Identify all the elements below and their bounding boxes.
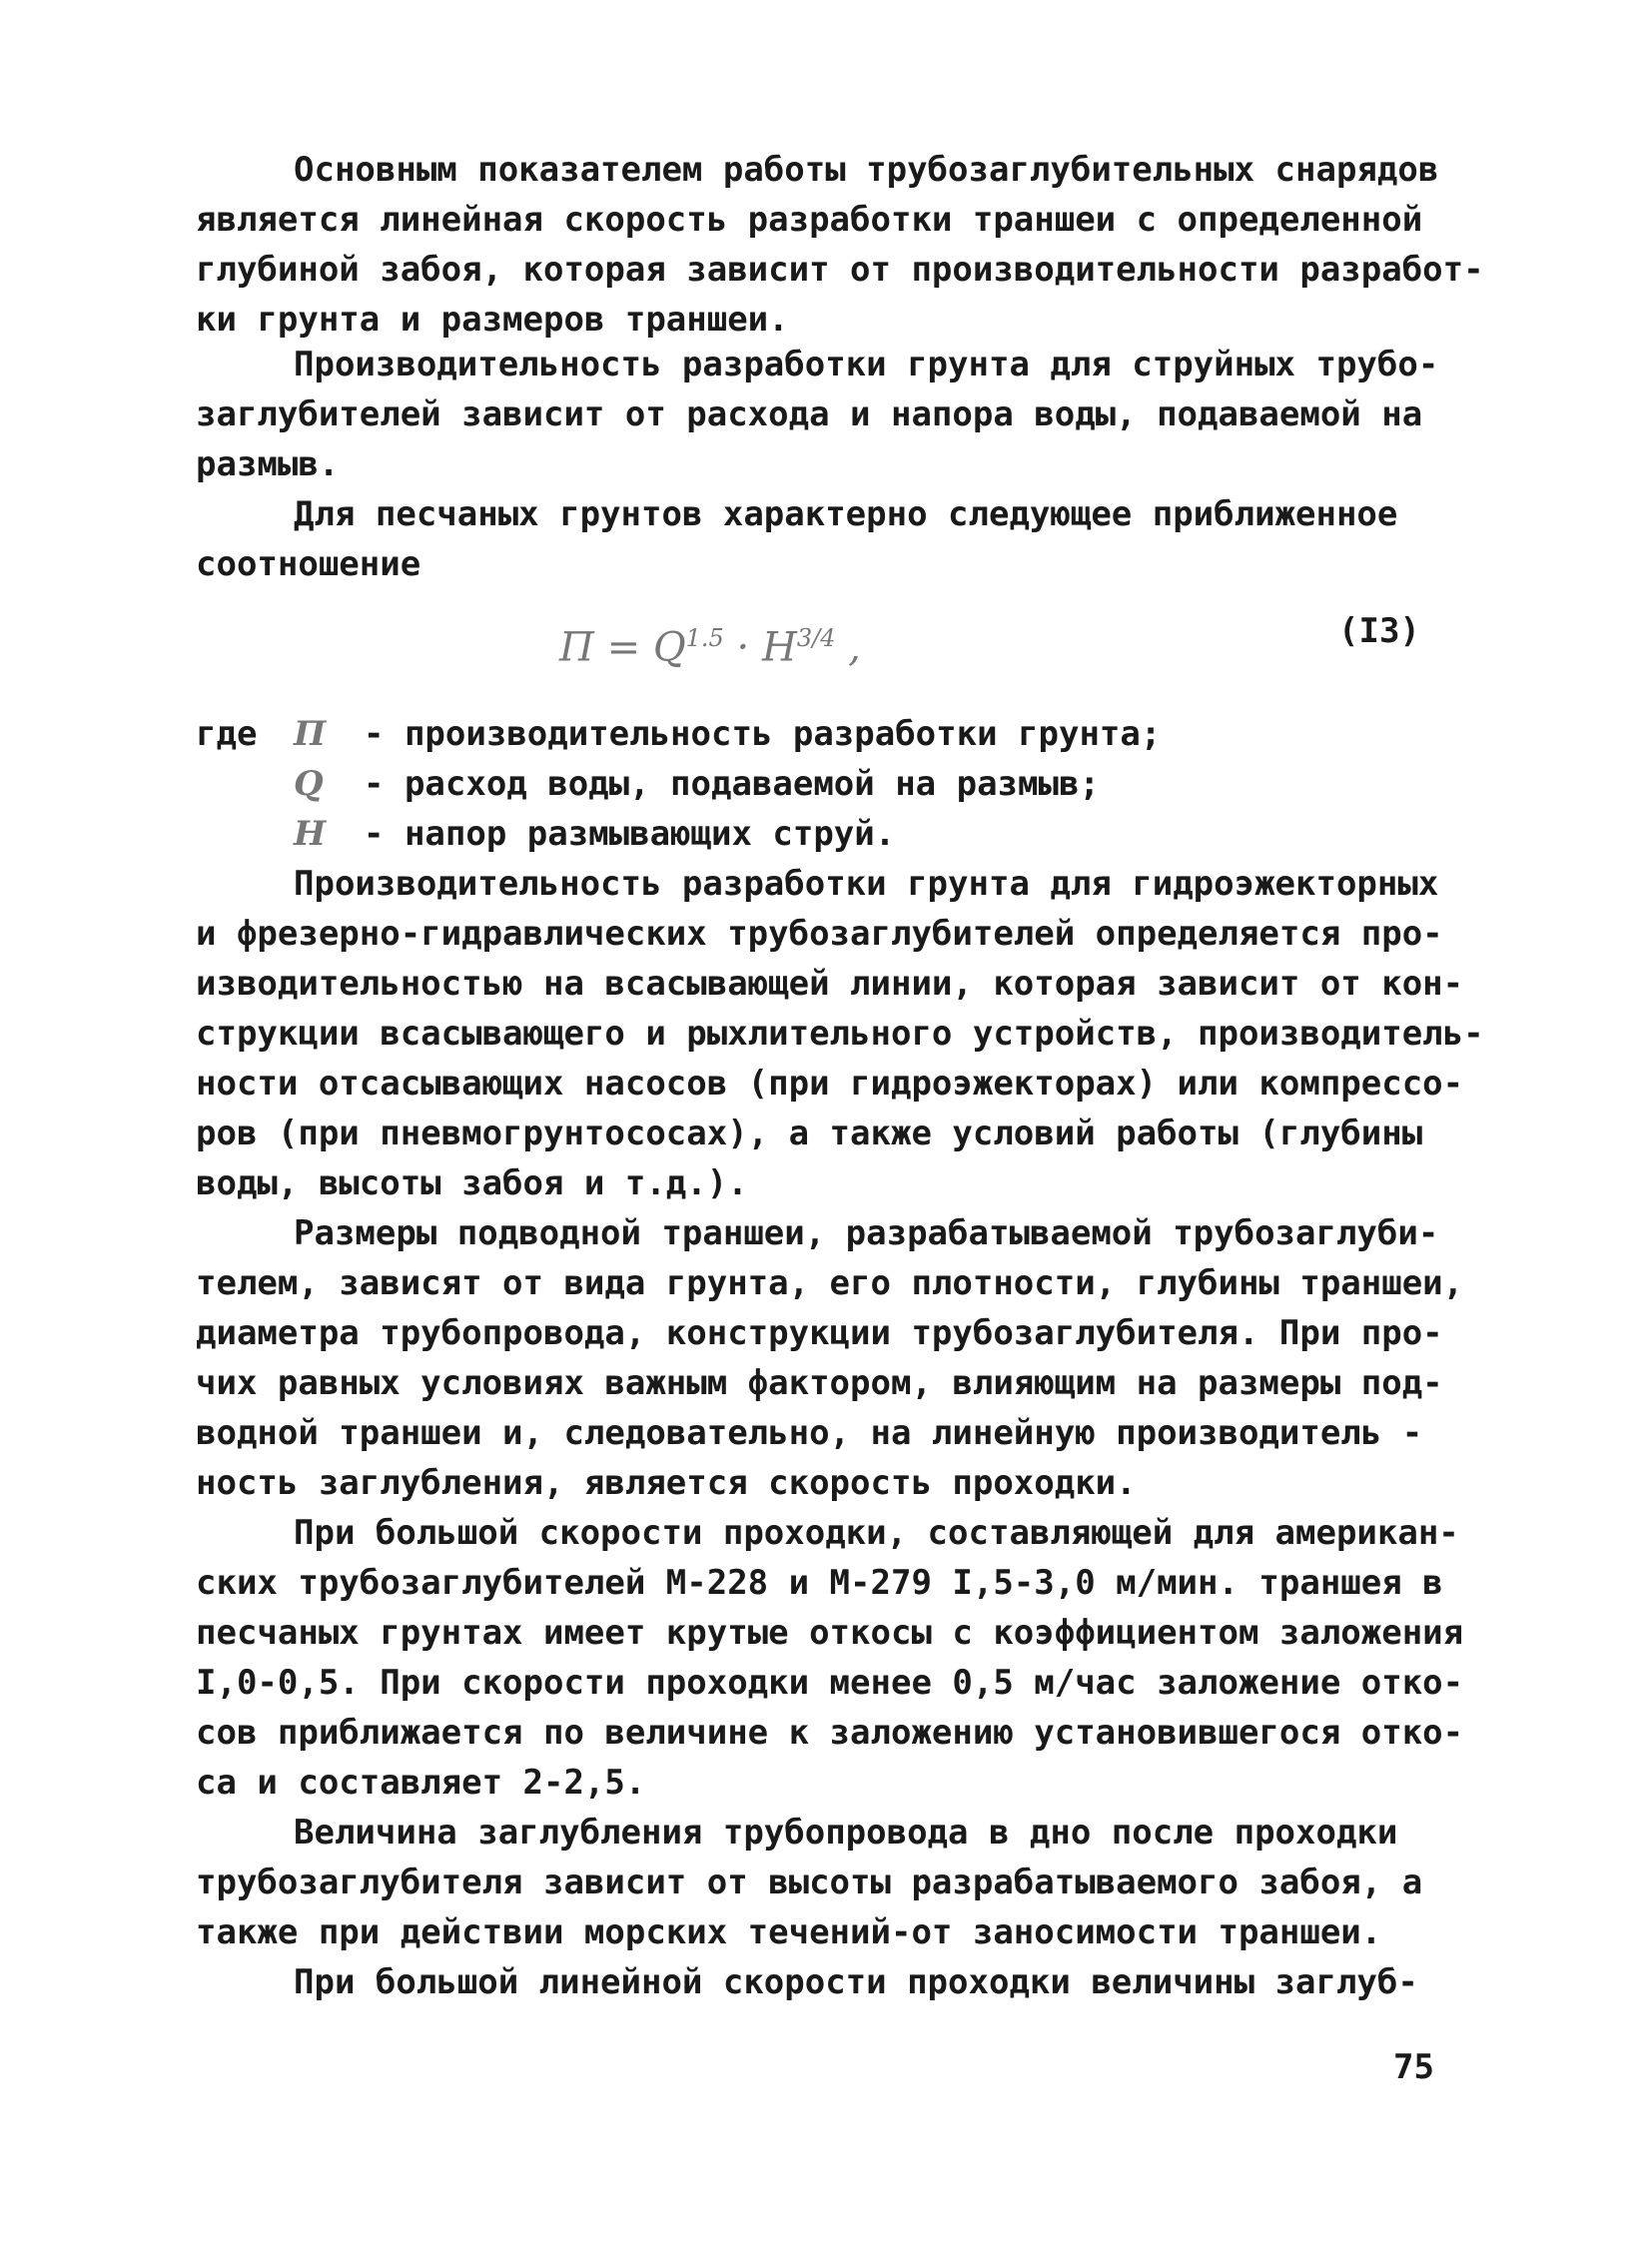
- definition-symbol: H: [294, 814, 327, 854]
- text-line: глубиной забоя, которая зависит от производительности разработ-: [196, 250, 1484, 290]
- text-line: ности отсасывающих насосов (при гидроэжекторах) или компрессо-: [196, 1064, 1464, 1104]
- definition-symbol: П: [294, 714, 327, 754]
- formula-exponent: 1.5: [685, 624, 724, 652]
- text-line: песчаных грунтах имеет крутые откосы с коэффициентом заложения: [196, 1613, 1464, 1653]
- formula-exponent: 3/4: [796, 624, 836, 652]
- definition-text: - производительность разработки грунта;: [364, 714, 1162, 754]
- text-line: является линейная скорость разработки траншеи с определенной: [196, 200, 1423, 240]
- formula-text: · H: [723, 624, 797, 671]
- text-line: трубозаглубителя зависит от высоты разрабатываемого забоя, а: [196, 1863, 1423, 1902]
- text-line: заглубителей зависит от расхода и напора воды, подаваемой на: [196, 394, 1423, 434]
- text-line: струкции всасывающего и рыхлительного устройств, производитель-: [196, 1014, 1484, 1054]
- page-number: 75: [1393, 2047, 1434, 2087]
- text-line: размыв.: [196, 444, 340, 484]
- text-line: Величина заглубления трубопровода в дно после проходки: [294, 1813, 1398, 1853]
- formula-number: (I3): [1338, 611, 1420, 651]
- text-line: соотношение: [196, 544, 421, 584]
- definition-line: [196, 714, 1161, 754]
- text-line: чих равных условиях важным фактором, влияющим на размеры под-: [196, 1363, 1443, 1403]
- text-line: I,0-0,5. При скорости проходки менее 0,5 м/час заложение отко-: [196, 1663, 1464, 1703]
- formula: [559, 624, 861, 670]
- text-line: При большой линейной скорости проходки величины заглуб-: [294, 1962, 1418, 2002]
- text-line: ских трубозаглубителей М-228 и М-279 I,5-3,0 м/мин. траншея в: [196, 1563, 1443, 1603]
- text-line: водной траншеи и, следовательно, на линейную производитель -: [196, 1413, 1423, 1453]
- text-line: диаметра трубопровода, конструкции трубозаглубителя. При про-: [196, 1313, 1443, 1353]
- text-line: сов приближается по величине к заложению установившегося отко-: [196, 1713, 1464, 1753]
- definition-text: - расход воды, подаваемой на размыв;: [364, 764, 1100, 804]
- text-line: ров (при пневмогрунтососах), а также условий работы (глубины: [196, 1114, 1423, 1153]
- text-line: При большой скорости проходки, составляющей для американ-: [294, 1513, 1459, 1553]
- text-line: Размеры подводной траншеи, разрабатываемой трубозаглуби-: [294, 1213, 1439, 1253]
- definition-line: [196, 764, 1100, 804]
- text-line: и фрезерно-гидравлических трубозаглубителей определяется про-: [196, 914, 1443, 954]
- text-line: са и составляет 2-2,5.: [196, 1763, 646, 1803]
- formula-text: П = Q: [559, 624, 686, 671]
- text-line: воды, высоты забоя и т.д.).: [196, 1163, 748, 1203]
- definition-symbol: Q: [294, 764, 324, 804]
- text-line: Производительность разработки грунта для гидроэжекторных: [294, 864, 1439, 904]
- text-line: изводительностью на всасывающей линии, которая зависит от кон-: [196, 964, 1464, 1004]
- text-line: телем, зависят от вида грунта, его плотности, глубины траншеи,: [196, 1263, 1464, 1303]
- text-line: также при действии морских течений-от заносимости траншеи.: [196, 1912, 1382, 1952]
- text-line: ность заглубления, является скорость проходки.: [196, 1463, 1137, 1503]
- definition-text: - напор размывающих струй.: [364, 814, 896, 854]
- text-line: Для песчаных грунтов характерно следующее приближенное: [294, 494, 1398, 534]
- definition-line: [196, 814, 895, 854]
- definition-prefix: где: [196, 714, 258, 754]
- text-line: ки грунта и размеров траншеи.: [196, 300, 789, 340]
- text-line: Производительность разработки грунта для струйных трубо-: [294, 345, 1439, 384]
- text-line: Основным показателем работы трубозаглубительных снарядов: [294, 150, 1439, 190]
- formula-text: ,: [835, 624, 861, 671]
